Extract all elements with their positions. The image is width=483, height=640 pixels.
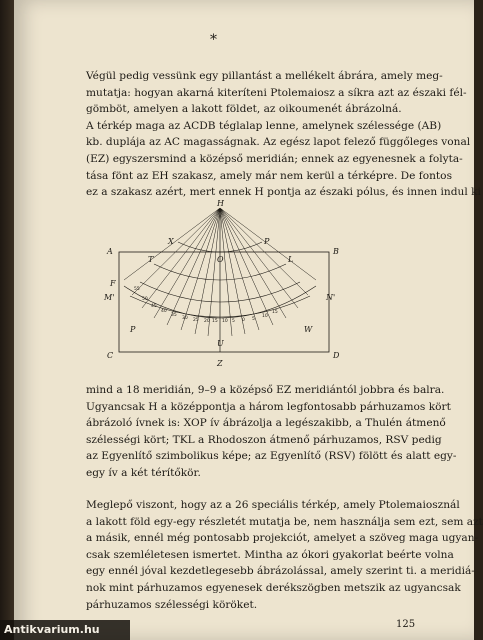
label-l: L (288, 255, 294, 264)
degree-label: 15 (212, 319, 218, 324)
label-m-prime: M' (104, 293, 115, 302)
text-line: mind a 18 meridián, 9–9 a középső EZ meridiántól jobbra és balra. (86, 384, 445, 396)
text-line: a lakott föld egy-egy részletét mutatja be, nem használja sem ezt, sem azt (86, 515, 483, 528)
degree-label: 40 (161, 309, 167, 314)
degree-label: 5 (232, 319, 235, 324)
text-line: gömböt, amelyen a lakott földet, az oikoumenét ábrázolná. (86, 103, 402, 116)
label-w: W (304, 325, 313, 334)
degree-label: 45 (151, 304, 157, 309)
label-b: B (333, 247, 339, 256)
book-binding (0, 0, 14, 640)
degree-label: 55 (134, 287, 140, 292)
text-line: ábrázoló ívnek is: XOP ív ábrázolja a legészakibb, a Thulén átmenő (86, 417, 446, 430)
text-line: Végül pedig vessünk egy pillantást a mellékelt ábrára, amely meg- (86, 70, 443, 82)
projection-figure (104, 200, 344, 370)
label-p-top: P (264, 237, 270, 246)
paragraph-intro (86, 68, 481, 201)
text-line: Ugyancsak H a középpontja a három legfontosabb párhuzamos kört (86, 400, 451, 413)
label-p-bottom: P (130, 325, 136, 334)
label-c: C (107, 351, 114, 360)
degree-label: 10 (222, 319, 228, 324)
text-line: egy ív a két térítőkör. (86, 466, 201, 479)
degree-label: 20 (204, 319, 210, 324)
label-x: X (168, 237, 174, 246)
book-page (14, 0, 483, 640)
text-line: (EZ) egyszersmind a középső meridián; ennek az egyenesnek a folyta- (86, 152, 463, 165)
label-n-prime: N' (326, 293, 336, 302)
text-line: az Egyenlítő szimbolikus képe; az Egyenlítő (RSV) fölött és alatt egy- (86, 450, 457, 463)
text-line: ez a szakasz azért, mert ennek H pontja az északi pólus, és innen indul ki (86, 186, 481, 199)
label-f: F (110, 279, 116, 288)
degree-label: 25 (193, 318, 199, 323)
degree-label: 0 (242, 318, 245, 323)
text-line: tása fönt az EH szakasz, amely már nem kerül a térképre. De fontos (86, 169, 453, 182)
text-line: a másik, ennél még pontosabb projekciót, amelyet a szöveg maga ugyan- (86, 532, 479, 545)
degree-label: 35 (171, 313, 177, 318)
degree-label: 10 (262, 314, 268, 319)
paragraph-special-maps (86, 497, 483, 613)
text-line: nok mint párhuzamos egyenesek derékszögben metszik az ugyancsak (86, 581, 461, 594)
paragraph-meridians (86, 382, 457, 482)
text-line: mutatja: hogyan akarná kiteríteni Ptolemaiosz a síkra azt az északi fél- (86, 86, 467, 99)
section-ornament: * (210, 32, 217, 48)
text-line: A térkép maga az ACDB téglalap lenne, amelynek szélessége (AB) (86, 119, 442, 132)
label-u: U (217, 339, 224, 348)
label-z: Z (217, 359, 223, 368)
page-number: 125 (396, 619, 416, 630)
label-d: D (333, 351, 340, 360)
text-line: csak szemléletesen ismertet. Mintha az ókori gyakorlat beérte volna (86, 548, 454, 561)
label-t: T (148, 255, 154, 264)
text-line: párhuzamos szélességi köröket. (86, 598, 258, 611)
label-o: O (217, 255, 224, 264)
watermark: Antikvarium.hu (0, 620, 130, 640)
degree-label: 15 (272, 310, 278, 315)
degree-label: 5 (252, 317, 255, 322)
text-line: kb. duplája az AC magasságnak. Az egész lapot felező függőleges vonal (86, 136, 471, 149)
label-a: A (107, 247, 113, 256)
degree-label: 30 (182, 316, 188, 321)
text-line: Meglepő viszont, hogy az a 26 speciális térkép, amely Ptolemaiosznál (86, 499, 460, 511)
text-line: szélességi kört; TKL a Rhodoszon átmenő párhuzamos, RSV pedig (86, 433, 442, 446)
degree-label: 50 (142, 297, 148, 302)
text-line: egy ennél jóval kezdetlegesebb ábrázolással, amely szerint ti. a meridiá- (86, 565, 475, 578)
label-h: H (217, 199, 224, 208)
